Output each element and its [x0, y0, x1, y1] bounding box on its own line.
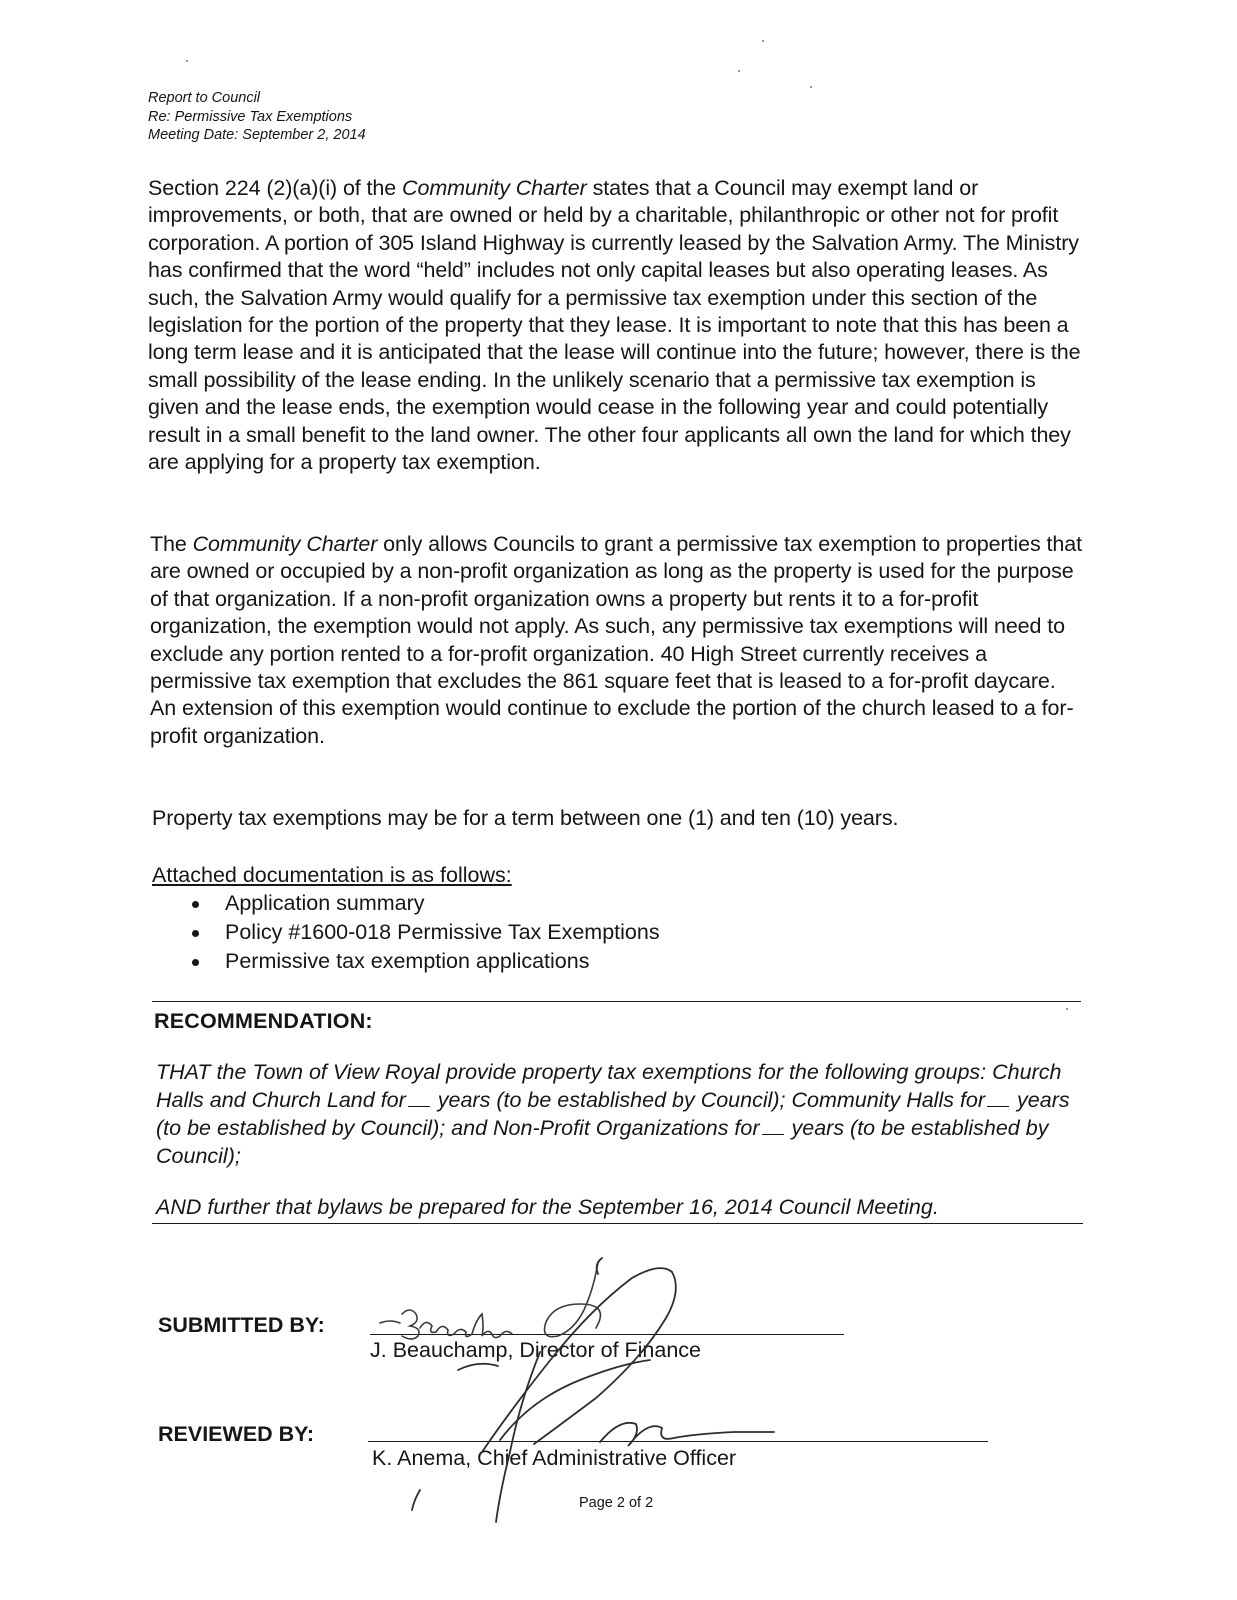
recommendation-part-1: THAT the Town of View Royal provide property tax exemptions for the following groups: Church Halls and Church Land for	[156, 1060, 1062, 1112]
submitted-by-label: SUBMITTED BY:	[158, 1313, 325, 1337]
paragraph-2-text: only allows Councils to grant a permissive tax exemption to properties that are owned or occupied by a non-profit organization as long as the property is used for the purpose of that organization. If a non-profit organization owns a property but rents it to a for-profit organization, the exemption would not apply. As such, any permissive tax exemptions will need to exclude any portion rented to a for-profit organization. 40 High Street currently receives a permissive tax exemption that excludes the 861 square feet that is leased to a for-profit daycare. An extension of this exemption would continue to exclude the portion of the church leased to a for-profit organization.	[150, 532, 1082, 748]
paragraph-section-224	[148, 175, 1083, 476]
blank-years-field	[987, 1105, 1009, 1107]
reviewed-by-name: K. Anema, Chief Administrative Officer	[372, 1446, 737, 1470]
paragraph-exemption-term: Property tax exemptions may be for a term between one (1) and ten (10) years.	[152, 806, 899, 830]
page-number: Page 2 of 2	[579, 1495, 654, 1511]
reviewed-by-label: REVIEWED BY:	[158, 1422, 315, 1446]
reviewed-signature-line	[368, 1441, 988, 1442]
bullet-icon	[192, 901, 199, 908]
attachment-item-label: Policy #1600-018 Permissive Tax Exemptions	[225, 920, 660, 944]
attachment-item	[152, 947, 660, 976]
signature-anema	[412, 1258, 774, 1522]
recommendation-top-divider	[152, 1001, 1081, 1002]
recommendation-part-4: years (to be established by Council);	[156, 1116, 1049, 1168]
report-header	[148, 89, 366, 145]
scan-speck	[762, 40, 764, 42]
recommendation-text	[156, 1058, 1091, 1170]
attached-documentation	[152, 861, 660, 976]
header-meeting-date: Meeting Date: September 2, 2014	[148, 127, 366, 143]
attachment-item-label: Application summary	[225, 891, 425, 915]
paragraph-2-charter-title: Community Charter	[192, 532, 378, 556]
attached-documentation-title: Attached documentation is as follows:	[152, 863, 512, 887]
attachment-item	[152, 918, 660, 947]
recommendation-heading: RECOMMENDATION:	[154, 1009, 373, 1033]
recommendation-bottom-divider	[152, 1223, 1083, 1224]
header-subject: Re: Permissive Tax Exemptions	[148, 108, 353, 125]
recommendation-further: AND further that bylaws be prepared for the September 16, 2014 Council Meeting.	[156, 1195, 939, 1219]
paragraph-community-charter	[150, 531, 1085, 750]
attachment-item	[152, 889, 660, 918]
recommendation-part-3: years (to be established by Council); and Non-Profit Organizations for	[156, 1088, 1070, 1140]
scan-speck	[810, 86, 812, 88]
paragraph-1-charter-title: Community Charter	[402, 176, 587, 200]
blank-years-field	[408, 1105, 430, 1107]
scan-speck	[1066, 1008, 1068, 1010]
submitted-by-name: J. Beauchamp, Director of Finance	[370, 1338, 702, 1362]
paragraph-1-lead: Section 224 (2)(a)(i) of the	[148, 176, 403, 200]
paragraph-2-lead: The	[150, 532, 193, 556]
attachment-list	[152, 889, 660, 976]
paragraph-1-text: states that a Council may exempt land or improvements, or both, that are owned or held by a charitable, philanthropic or other not for profit corporation. A portion of 305 Island Highway is currently leased by the Salvation Army. The Ministry has confirmed that the word “held” includes not only capital leases but also operating leases. As such, the Salvation Army would qualify for a permissive tax exemption under this section of the legislation for the portion of the property that they lease. It is important to note that this has been a long term lease and it is anticipated that the lease will continue into the future; however, there is the small possibility of the lease ending. In the unlikely scenario that a permissive tax exemption is given and the lease ends, the exemption would cease in the following year and could potentially result in a small benefit to the land owner. The other four applicants all own the land for which they are applying for a property tax exemption.	[148, 176, 1081, 475]
header-report-to: Report to Council	[148, 90, 261, 106]
bullet-icon	[192, 959, 199, 966]
bullet-icon	[192, 930, 199, 937]
attachment-item-label: Permissive tax exemption applications	[225, 949, 590, 973]
scan-speck	[186, 60, 188, 62]
recommendation-part-2: years (to be established by Council); Community Halls for	[437, 1088, 986, 1112]
submitted-signature-line	[370, 1334, 844, 1335]
blank-years-field	[762, 1133, 784, 1135]
scan-speck	[738, 70, 740, 72]
signature-beauchamp	[380, 1262, 600, 1339]
